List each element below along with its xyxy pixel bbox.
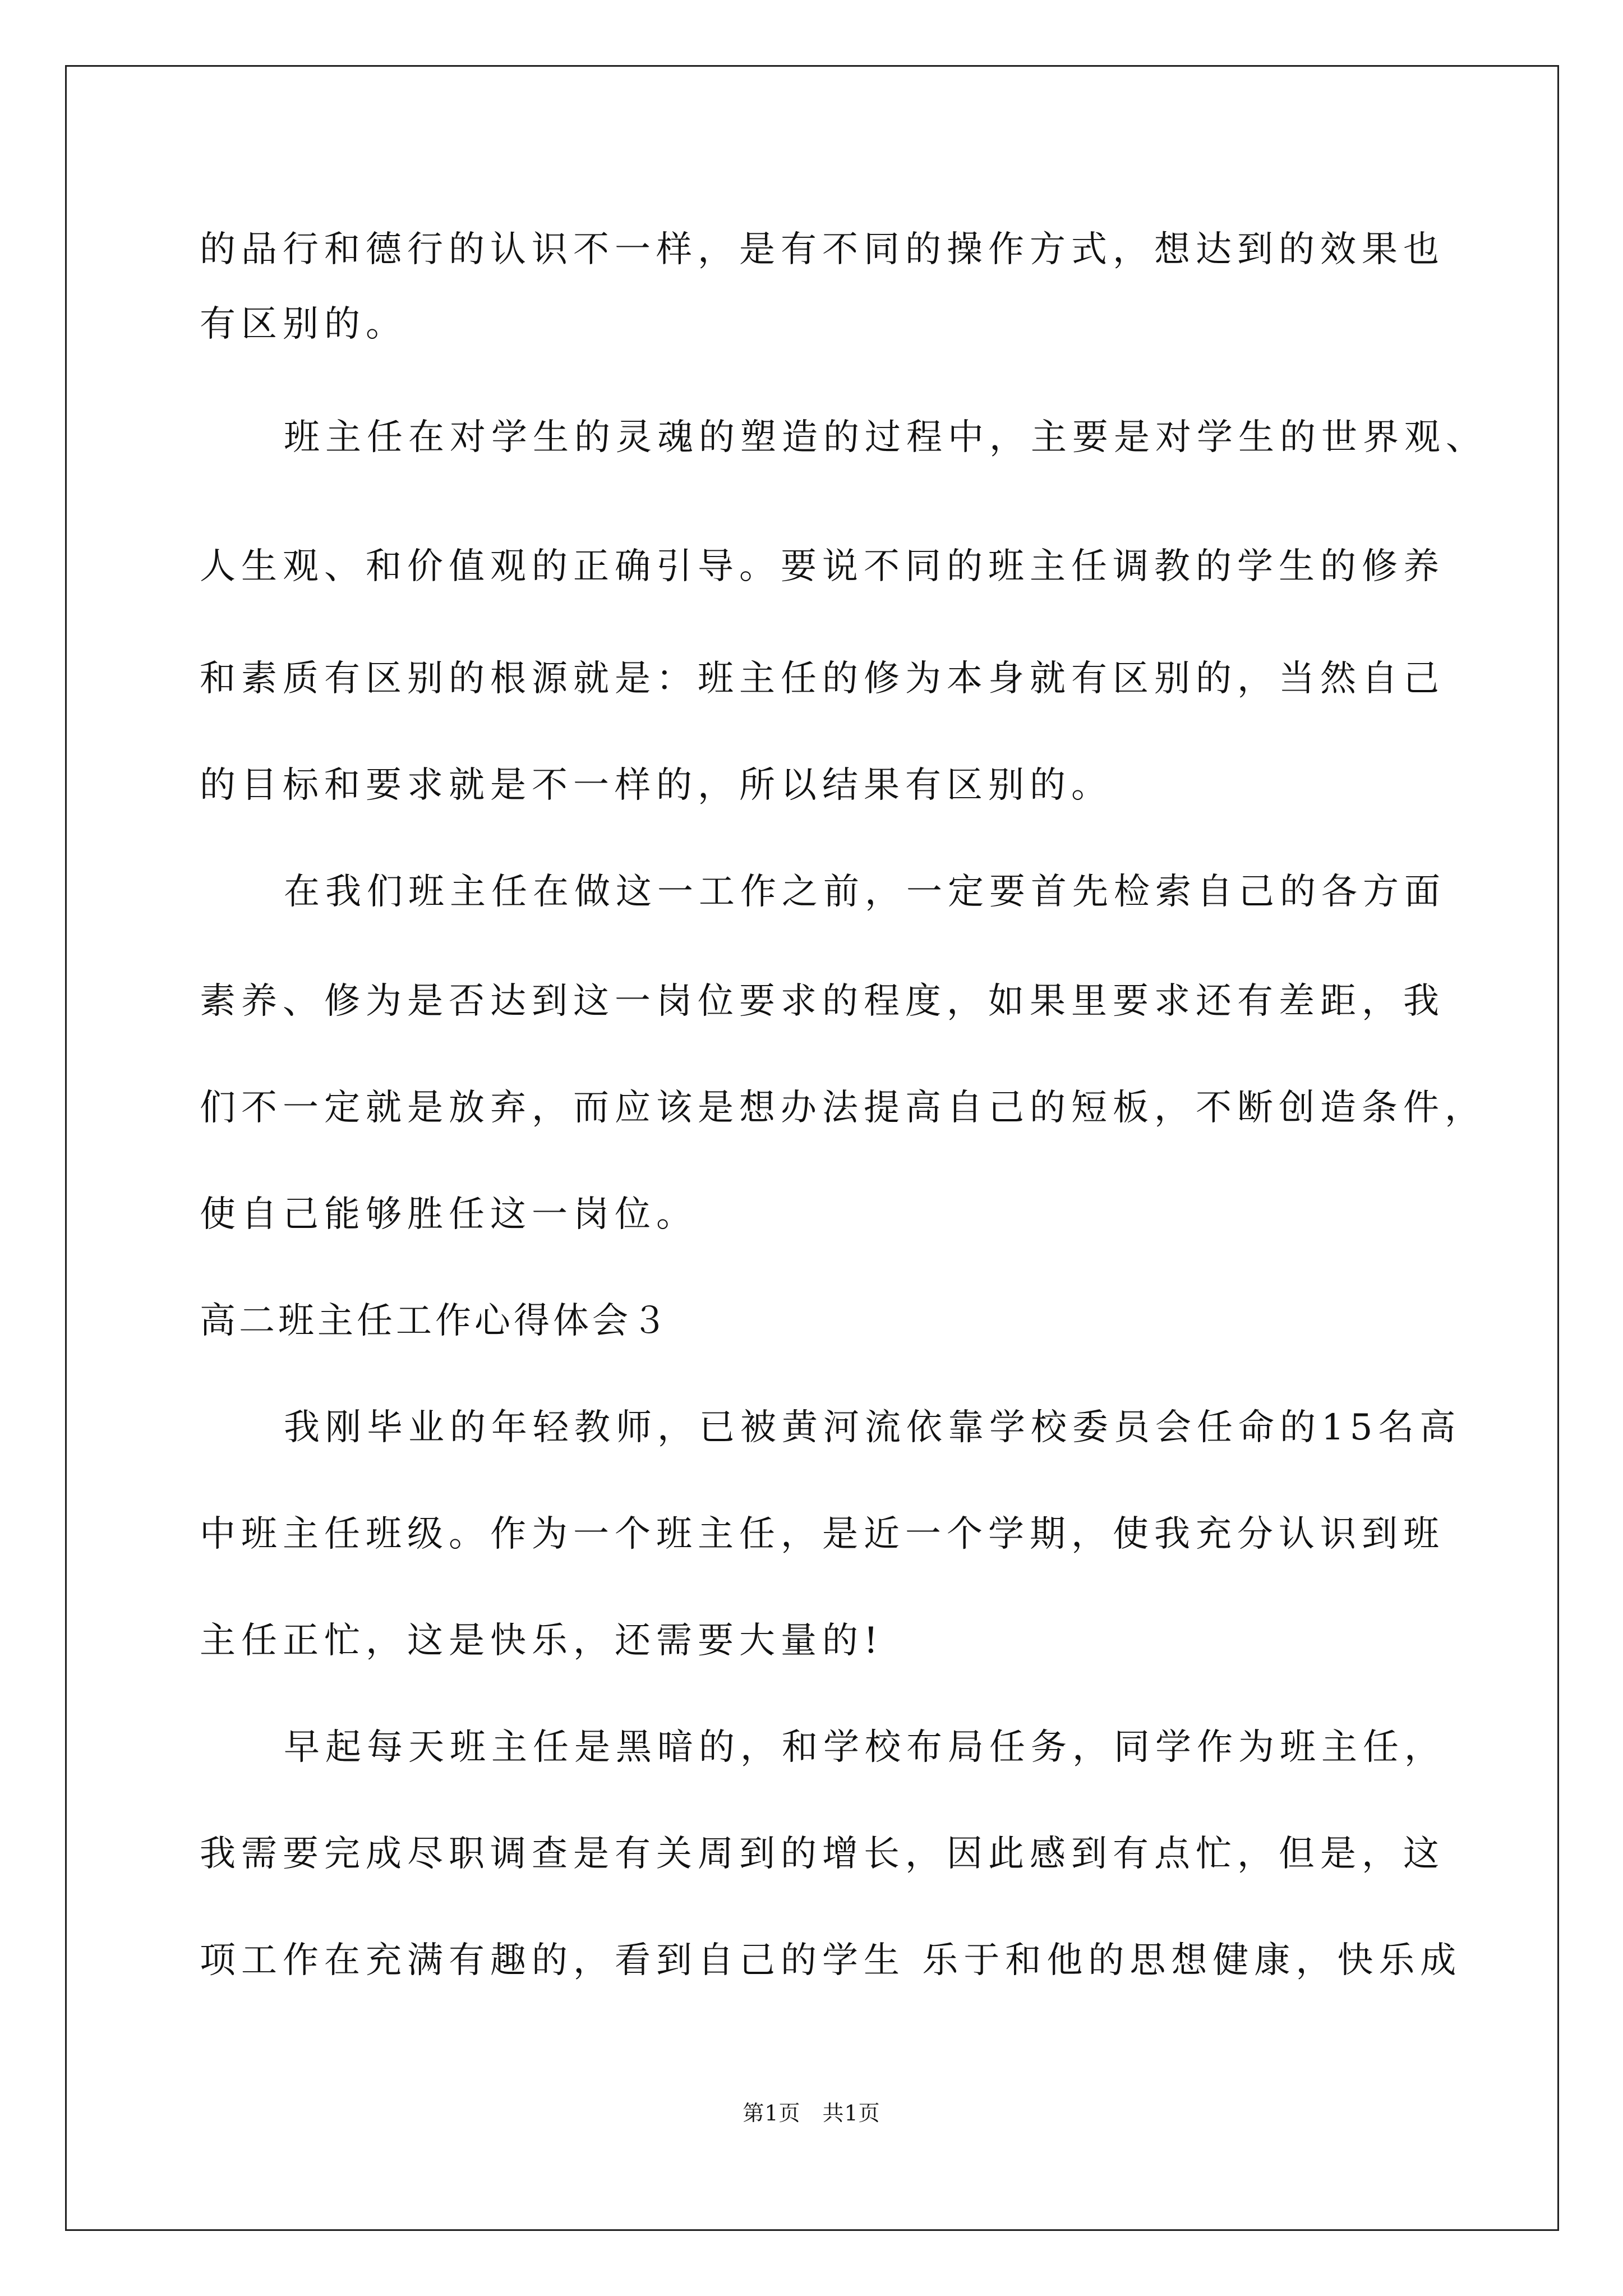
- paragraph-line: 的品行和德行的认识不一样，是有不同的操作方式，想达到的效果也: [200, 229, 1445, 270]
- paragraph-line: 我需要完成尽职调查是有关周到的增长，因此感到有点忙，但是，这: [200, 1833, 1445, 1875]
- paragraph-line: 有区别的。: [200, 303, 407, 345]
- paragraph-line: 项工作在充满有趣的，看到自己的学生 乐于和他的思想健康，快乐成: [200, 1940, 1462, 1981]
- paragraph-line: 主任正忙，这是快乐，还需要大量的!: [200, 1620, 884, 1662]
- paragraph-line: 人生观、和价值观的正确引导。要说不同的班主任调教的学生的修养: [200, 546, 1445, 587]
- section-heading: 高二班主任工作心得体会３: [200, 1300, 671, 1342]
- paragraph-line: 们不一定就是放弃，而应该是想办法提高自己的短板，不断创造条件，: [200, 1087, 1486, 1129]
- paragraph-line: 班主任在对学生的灵魂的塑造的过程中，主要是对学生的世界观、: [284, 417, 1487, 458]
- page-border: [65, 65, 1559, 2231]
- paragraph-line: 的目标和要求就是不一样的，所以结果有区别的。: [200, 765, 1113, 806]
- page-number: 第1页 共1页: [743, 2101, 880, 2125]
- paragraph-line: 在我们班主任在做这一工作之前，一定要首先检索自己的各方面: [284, 871, 1446, 913]
- paragraph-line: 素养、修为是否达到这一岗位要求的程度，如果里要求还有差距，我: [200, 981, 1445, 1022]
- paragraph-line: 早起每天班主任是黑暗的，和学校布局任务，同学作为班主任，: [284, 1727, 1446, 1768]
- paragraph-line: 中班主任班级。作为一个班主任，是近一个学期，使我充分认识到班: [200, 1513, 1445, 1555]
- paragraph-line: 和素质有区别的根源就是：班主任的修为本身就有区别的，当然自己: [200, 658, 1445, 700]
- paragraph-line: 我刚毕业的年轻教师，已被黄河流依靠学校委员会任命的15名高: [284, 1407, 1461, 1448]
- paragraph-line: 使自己能够胜任这一岗位。: [200, 1194, 698, 1235]
